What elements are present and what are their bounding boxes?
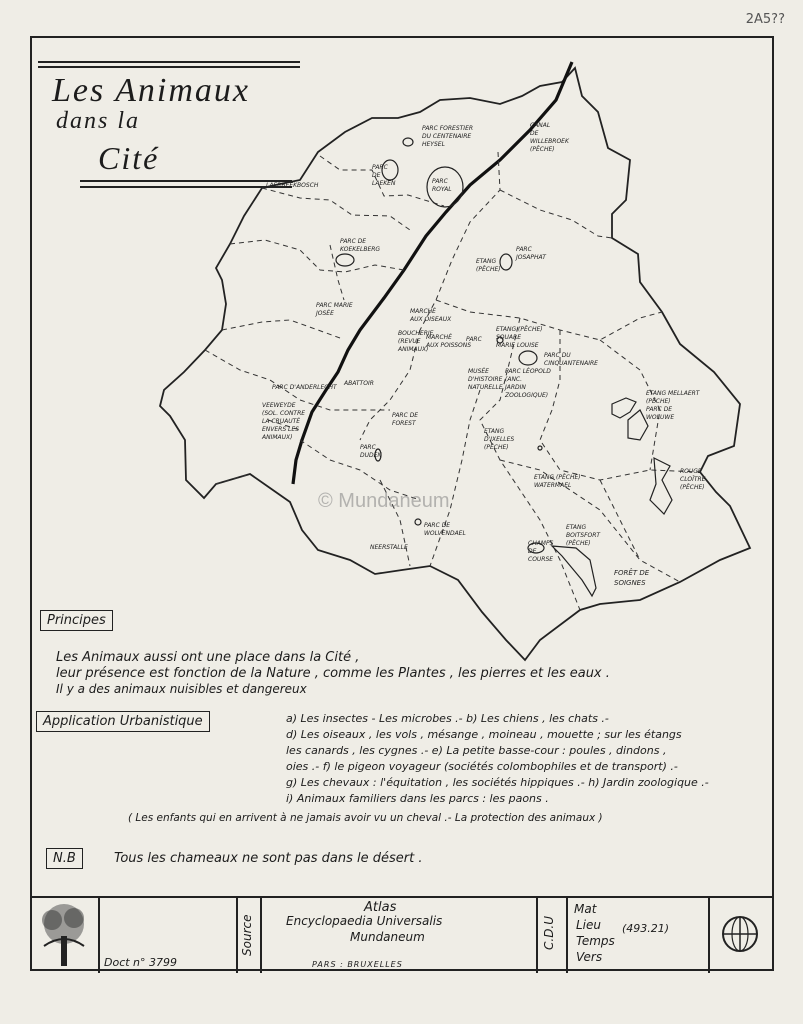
principes-label: Principes — [40, 610, 113, 631]
label-etang-ixelles: ETANG D'IXELLES (PÊCHE) — [484, 428, 515, 451]
application-line-4: oies .- f) le pigeon voyageur (sociétés colombophiles et de transport) .- — [286, 760, 678, 773]
label-parc-leopold: PARC LÉOPOLD (ANC. JARDIN ZOOLOGIQUE) — [505, 368, 551, 399]
mundaneum-tree-logo — [34, 902, 94, 968]
label-parc-marie-josee: PARC MARIE JOSÉE — [316, 302, 353, 317]
mat-label: Mat — [574, 902, 597, 916]
source-label: Source — [240, 914, 254, 956]
label-canal: CANAL DE WILLEBROEK (PÊCHE) — [530, 122, 569, 153]
label-musee: MUSÉE D'HISTOIRE NATURELLE — [468, 368, 503, 391]
principes-line-1: Les Animaux aussi ont une place dans la Cité , — [56, 650, 360, 665]
footer-divider-1 — [98, 898, 100, 973]
label-marche-poissons: MARCHÉ AUX POISSONS — [426, 334, 472, 349]
application-line-6: i) Animaux familiers dans les parcs : les paons . — [286, 792, 549, 805]
cdu-code: (493.21) — [622, 922, 670, 935]
watermark: © Mundaneum — [318, 490, 450, 512]
label-veeweyde: VEEWEYDE (SOL. CONTRE LA CRUAUTÉ ENVERS LES ANIMAUX) — [262, 402, 306, 441]
label-parc-forestier: PARC FORESTIER DU CENTENAIRE HEYSEL — [422, 125, 474, 148]
archive-reference: 2A5?? — [745, 12, 785, 27]
label-parc-forest: PARC DE FOREST — [392, 412, 419, 427]
label-etang-mellaert: ETANG MELLAERT (PÊCHE) PARC DE WOLUWE — [646, 390, 700, 421]
doc-number: Doct n° 3799 — [104, 956, 178, 969]
label-etang-watermael: ETANG (PÊCHE) WATERMAEL — [534, 474, 581, 489]
principes-line-2: leur présence est fonction de la Nature , comme les Plantes , les pierres et les eaux . — [56, 666, 610, 681]
footer-divider-2 — [236, 898, 238, 973]
atlas-line-1: Atlas — [364, 900, 397, 915]
label-parc-wolvendael: PARC DE WOLVENDAEL — [424, 522, 466, 537]
globe-icon — [720, 914, 760, 954]
title-line-3: Cité — [98, 140, 160, 176]
cdu-label: C.D.U — [542, 915, 556, 950]
atlas-line-2: Encyclopaedia Universalis — [286, 914, 443, 928]
label-laerbeekbosch: LAERBEEKBOSCH — [266, 182, 319, 189]
label-parc-royal: PARC ROYAL — [432, 178, 452, 193]
label-etang-boitsfort: ETANG BOITSFORT (PÊCHE) — [566, 524, 601, 547]
footer-divider-4 — [536, 898, 538, 973]
title-line-1: Les Animaux — [52, 72, 250, 109]
atlas-line-3: Mundaneum — [350, 930, 425, 944]
label-neerstalle: NEERSTALLE — [370, 544, 408, 551]
label-parc: PARC — [466, 336, 482, 343]
footer-divider-5 — [566, 898, 568, 973]
lieu-label: Lieu — [576, 918, 602, 932]
application-line-2: d) Les oiseaux , les vols , mésange , moineau , mouette ; sur les étangs — [286, 728, 682, 741]
label-parc-cinquantenaire: PARC DU CINQUANTENAIRE — [544, 352, 598, 367]
application-line-5: g) Les chevaux : l'équitation , les sociétés hippiques .- h) Jardin zoologique .- — [286, 776, 709, 789]
label-abattoir: ABATTOIR — [344, 380, 374, 387]
label-parc-koekelberg: PARC DE KOEKELBERG — [340, 238, 381, 253]
label-foret-soignes: FORÊT DE SOIGNES — [614, 569, 650, 587]
footer-cartouche — [30, 896, 774, 973]
footer-divider-6 — [708, 898, 710, 973]
label-parc-anderlecht: PARC D'ANDERLECHT — [272, 384, 337, 391]
label-rouge-cloitre: ROUGE CLOÎTRE (PÊCHE) — [680, 468, 706, 491]
label-parc-duden: PARC DUDEN — [360, 444, 382, 459]
region-outline — [160, 68, 750, 660]
label-etang-josaphat: ETANG (PÊCHE) — [476, 258, 501, 273]
enfants-note: ( Les enfants qui en arrivent à ne jamais avoir vu un cheval .- La protection des animaux ) — [128, 812, 603, 824]
label-marche-oiseaux: MARCHÉ AUX OISEAUX — [410, 308, 452, 323]
label-champs-course: CHAMPS DE COURSE — [528, 540, 554, 563]
label-parc-josaphat: PARC JOSAPHAT — [516, 246, 546, 261]
application-line-3: les canards , les cygnes .- e) La petite basse-cour : poules , dindons , — [286, 744, 667, 757]
parks-and-ponds — [336, 138, 672, 596]
principes-line-3: Il y a des animaux nuisibles et dangereux — [56, 682, 307, 696]
application-label: Application Urbanistique — [36, 711, 210, 732]
pars-location: PARS : BRUXELLES — [312, 960, 403, 969]
nb-text: Tous les chameaux ne sont pas dans le désert . — [114, 851, 423, 866]
nb-label: N.B — [46, 848, 83, 869]
title-line-2: dans la — [56, 108, 141, 134]
footer-divider-3 — [260, 898, 262, 973]
label-boucherie: BOUCHERIE (REVUE ANIMAUX) — [398, 330, 434, 353]
application-line-1: a) Les insectes - Les microbes .- b) Les chiens , les chats .- — [286, 712, 609, 725]
vers-label: Vers — [576, 950, 603, 964]
label-parc-laeken: PARC DE LAEKEN — [372, 164, 396, 187]
label-etang-square: ETANG (PÊCHE) SQUARE MARIE LOUISE — [496, 326, 543, 349]
commune-boundaries — [205, 152, 700, 610]
temps-label: Temps — [576, 934, 615, 948]
